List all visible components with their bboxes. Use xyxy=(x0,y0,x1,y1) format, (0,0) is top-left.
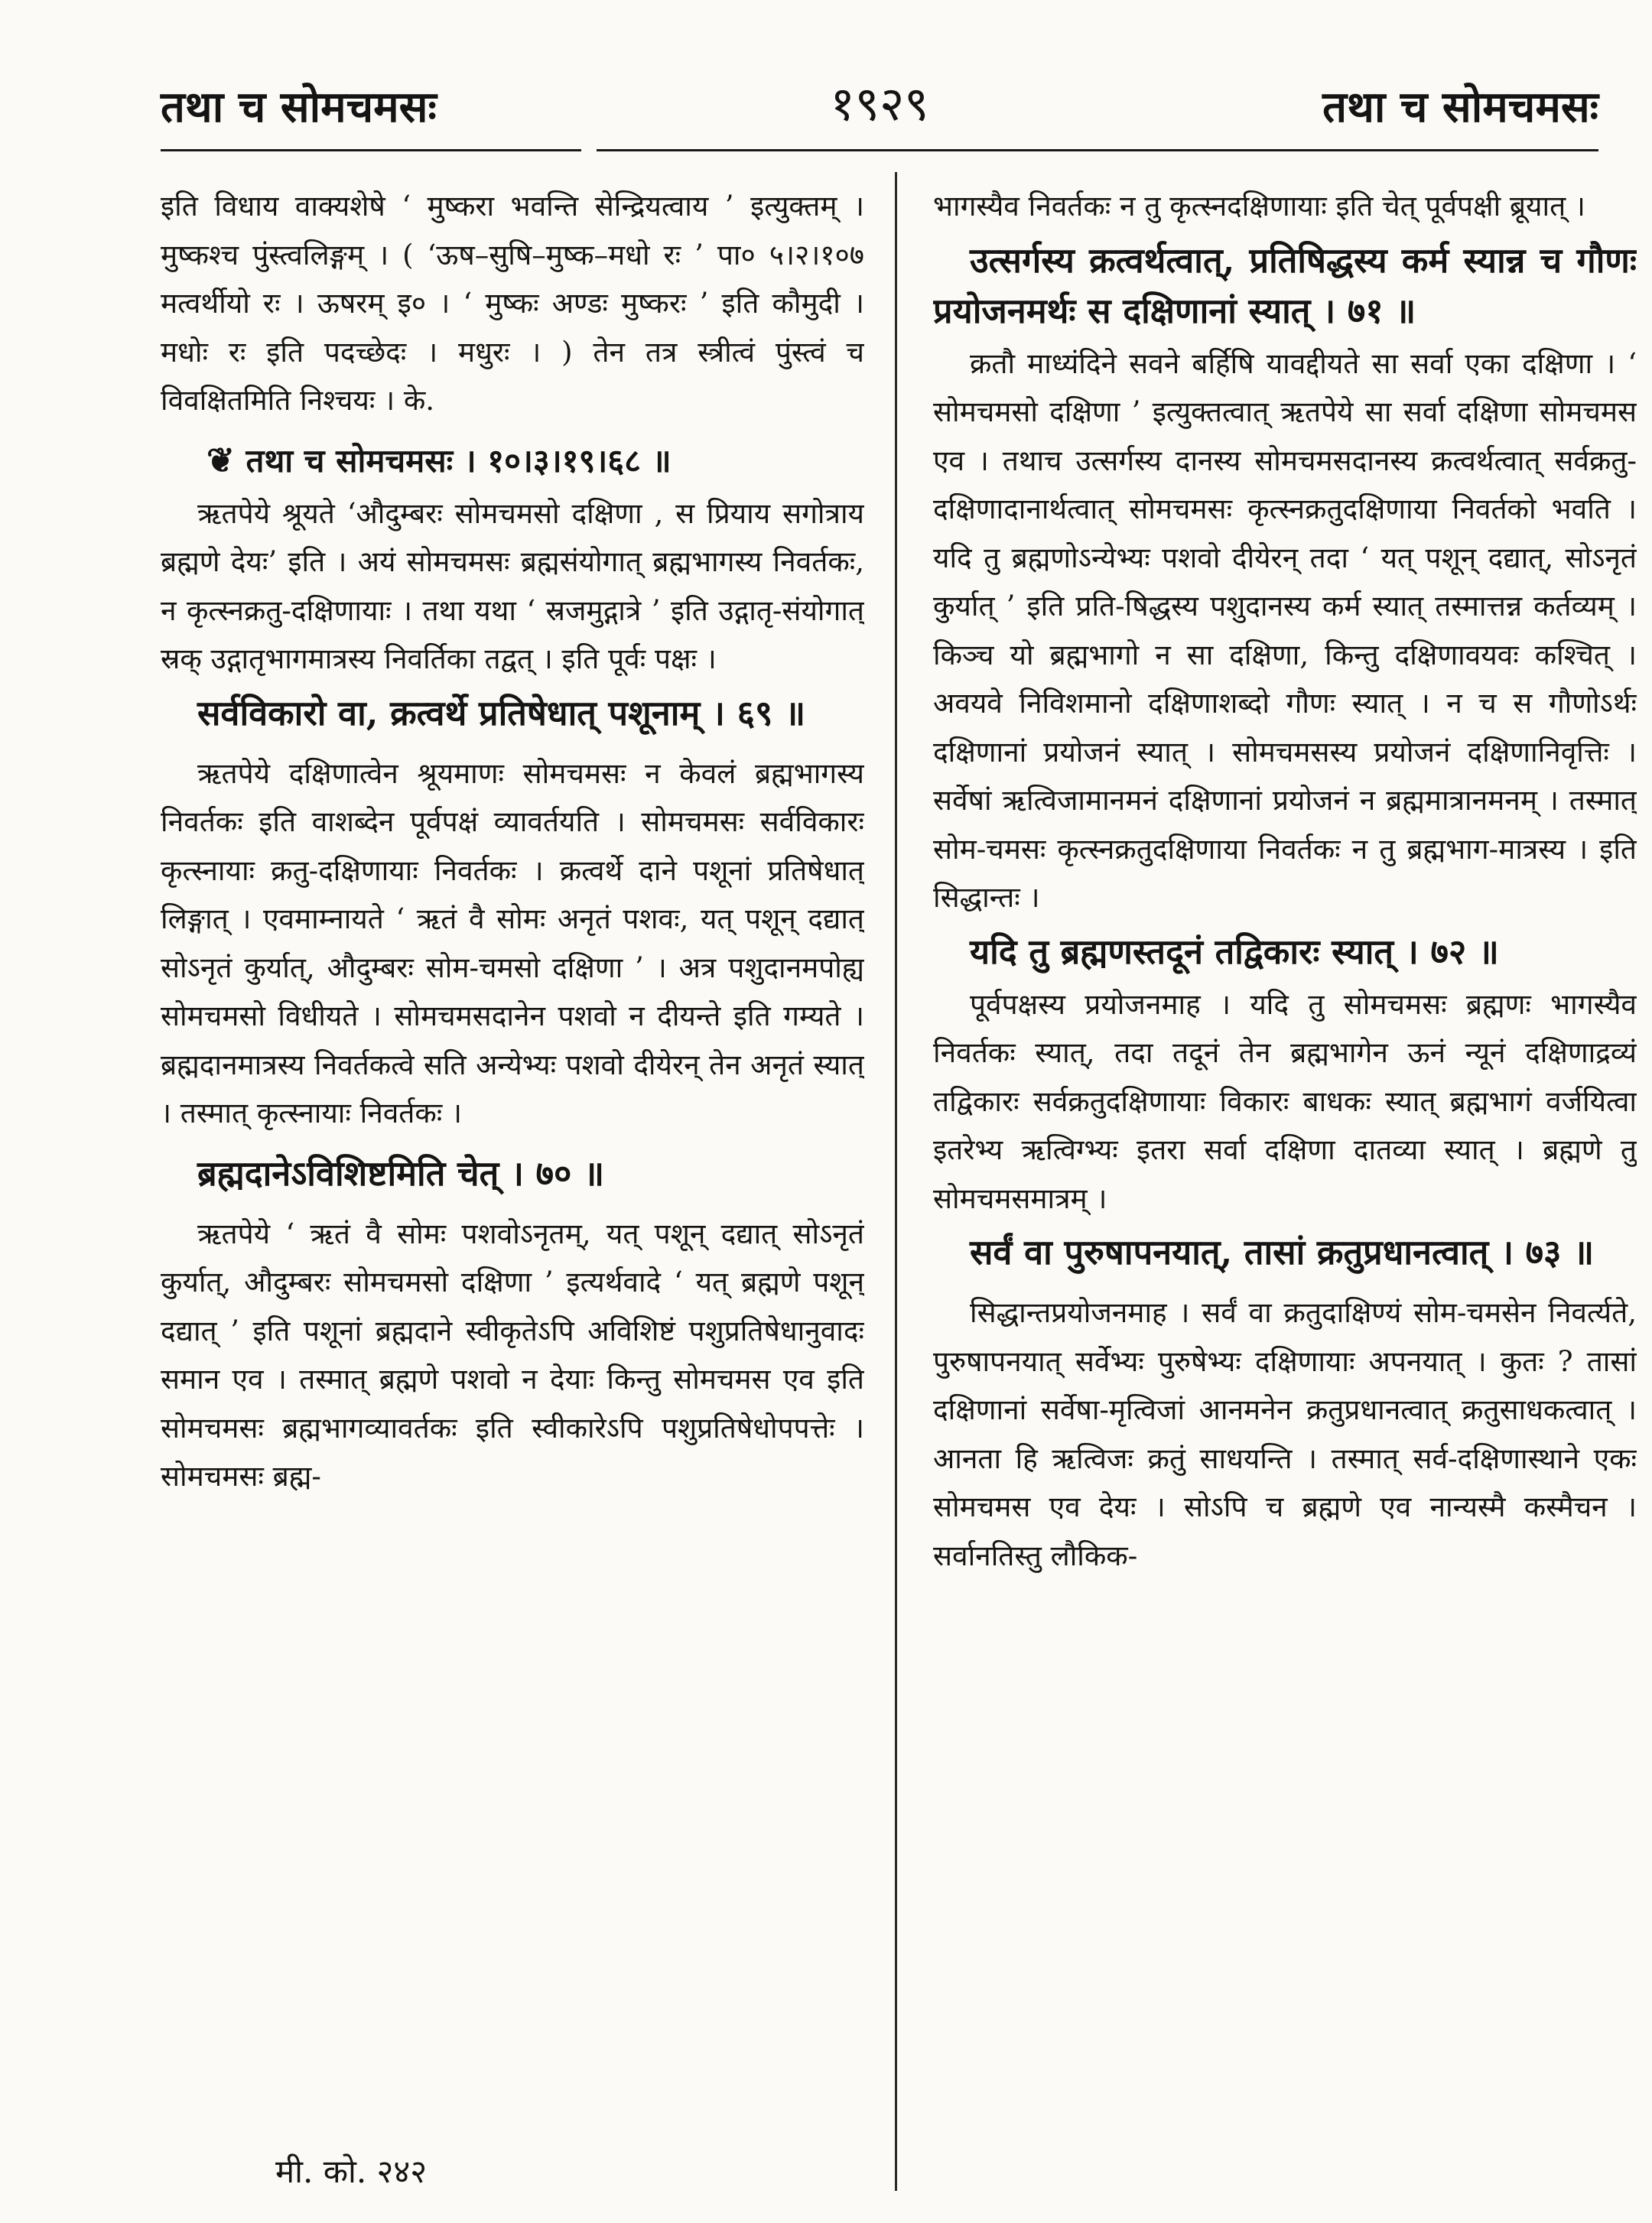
paragraph: ऋतपेये ‘ ऋतं वै सोमः पशवोऽनृतम्, यत् पशून् दद्यात् सोऽनृतं कुर्यात्, औदुम्बरः सोमचमसो दक्षिणा ’ इत्यर्थवादे ‘ यत् ब्रह्मणे पशून् दद्यात् ’ इति पशूनां ब्रह्मदाने स्वीकृतेऽपि अविशिष्टं पशुप्रतिषेधानुवादः समान एव । तस्मात् ब्रह्मणे पशवो न देयाः किन्तु सोमचमस एव इति सोमचमसः ब्रह्मभागव्यावर्तकः इति स्वीकारेऽपि पशुप्रतिषेधोपपत्तेः । सोमचमसः ब्रह्म- xyxy=(161,1217,864,1493)
paragraph: सिद्धान्तप्रयोजनमाह । सर्वं वा क्रतुदाक्षिण्यं सोम-चमसेन निवर्त्यते, पुरुषापनयात् सर्वेभ्यः पुरुषेभ्यः दक्षिणायाः अपनयात् । कुतः ? तासां दक्षिणानां सर्वेषा-मृत्विजां आनमनेन क्रतुप्रधानत्वात् क्रतुसाधकत्वात् । आनता हि ऋत्विजः क्रतुं साधयन्ति । तस्मात् सर्व-दक्षिणास्थाने एकः सोमचमस एव देयः । सोऽपि च ब्रह्मणे एव नान्यस्मै कस्मैचन । सर्वानतिस्तु लौकिक- xyxy=(933,1296,1637,1572)
paragraph: ऋतपेये श्रूयते ‘औदुम्बरः सोमचमसो दक्षिणा , स प्रियाय सगोत्राय ब्रह्मणे देयः’ इति । अयं सोमचमसः ब्रह्मसंयोगात् ब्रह्मभागस्य निवर्तकः, न कृत्स्नक्रतु-दक्षिणायाः । तथा यथा ‘ स्रजमुद्गात्रे ’ इति उद्गातृ-संयोगात् स्रक् उद्गातृभागमात्रस्य निवर्तिका तद्वत् । इति पूर्वः पक्षः । xyxy=(161,496,864,675)
left-column xyxy=(161,182,864,2151)
paragraph: इति विधाय वाक्यशेषे ‘ मुष्करा भवन्ति सेन्द्रियत्वाय ’ इत्युक्तम् । मुष्कश्च पुंस्त्वलिङ्गम् । ( ‘ऊष–सुषि–मुष्क–मधो रः ’ पा० ५।२।१०७ मत्वर्थीयो रः । ऊषरम् इ० । ‘ मुष्कः अण्डः मुष्करः ’ इति कौमुदी । मधोः रः इति पदच्छेदः । मधुरः । ) तेन तत्र स्त्रीत्वं पुंस्त्वं च विवक्षितमिति निश्चयः । के. xyxy=(161,190,864,417)
running-header xyxy=(161,76,1598,153)
sutra-69: सर्वविकारो वा, क्रत्वर्थे प्रतिषेधात् पशूनाम् । ६९ ॥ xyxy=(197,692,806,733)
header-right-title: तथा च सोमचमसः xyxy=(1322,82,1598,132)
sutra-72: यदि तु ब्रह्मणस्तदूनं तद्विकारः स्यात् । ७२ ॥ xyxy=(970,931,1499,972)
page-number: १९२९ xyxy=(830,76,929,132)
right-column xyxy=(933,182,1637,2151)
paragraph: क्रतौ माध्यंदिने सवने बर्हिषि यावद्दीयते सा सर्वा एका दक्षिणा । ‘ सोमचमसो दक्षिणा ’ इत्युक्तत्वात् ऋतपेये सा सर्वा दक्षिणा सोमचमस एव । तथाच उत्सर्गस्य दानस्य सोमचमसदानस्य क्रत्वर्थत्वात् सर्वक्रतु-दक्षिणादानार्थत्वात् सोमचमसः कृत्स्नक्रतुदक्षिणाया निवर्तको भवति । यदि तु ब्रह्मणोऽन्येभ्यः पशवो दीयेरन् तदा ‘ यत् पशून् दद्यात्, सोऽनृतं कुर्यात् ’ इति प्रति-षिद्धस्य पशुदानस्य कर्म स्यात् तस्मात्तन्न कर्तव्यम् । किञ्च यो ब्रह्मभागो न सा दक्षिणा, किन्तु दक्षिणावयवः कश्चित् । अवयवे निविशमानो दक्षिणाशब्दो गौणः स्यात् । न च स गौणोऽर्थः दक्षिणानां प्रयोजनं स्यात् । सोमचमसस्य प्रयोजनं दक्षिणानिवृत्तिः । सर्वेषां ऋत्विजामानमनं दक्षिणानां प्रयोजनं न ब्रह्ममात्रानमनम् । तस्मात् सोम-चमसः कृत्स्नक्रतुदक्षिणाया निवर्तकः न तु ब्रह्मभाग-मात्रस्य । इति सिद्धान्तः । xyxy=(933,346,1637,914)
footer-signature: मी. को. २४२ xyxy=(275,2153,428,2190)
header-rule-left xyxy=(161,149,581,151)
header-left-title: तथा च सोमचमसः xyxy=(161,82,437,132)
sutra-73: सर्वं वा पुरुषापनयात्, तासां क्रतुप्रधानत्वात् । ७३ ॥ xyxy=(970,1232,1595,1272)
fleuron-icon: ❦ xyxy=(206,440,235,480)
sutra-70: ब्रह्मदानेऽविशिष्टमिति चेत् । ७० ॥ xyxy=(197,1152,605,1194)
paragraph: ऋतपेये दक्षिणात्वेन श्रूयमाणः सोमचमसः न केवलं ब्रह्मभागस्य निवर्तकः इति वाशब्देन पूर्वपक्षं व्यावर्तयति । सोमचमसः सर्वविकारः कृत्स्नायाः क्रतु-दक्षिणायाः निवर्तकः । क्रत्वर्थे दाने पशूनां प्रतिषेधात् लिङ्गात् । एवमाम्नायते ‘ ऋतं वै सोमः अनृतं पशवः, यत् पशून् दद्यात् सोऽनृतं कुर्यात्, औदुम्बरः सोम-चमसो दक्षिणा ’ । अत्र पशुदानमपोह्य सोमचमसो विधीयते । सोमचमसदानेन पशवो न दीयन्ते इति गम्यते । ब्रह्मदानमात्रस्य निवर्तकत्वे सति अन्येभ्यः पशवो दीयेरन् तेन अनृतं स्यात् । तस्मात् कृत्स्नायाः निवर्तकः । xyxy=(161,756,864,1129)
column-divider xyxy=(895,172,897,2191)
adhikarana-title: तथा च सोमचमसः । १०।३।१९।६८ ॥ xyxy=(246,441,672,479)
sutra-71: उत्सर्गस्य क्रत्वर्थत्वात्, प्रतिषिद्धस्य कर्म स्यान्न च गौणः प्रयोजनमर्थः स दक्षिणानां स्यात् । ७१ ॥ xyxy=(933,239,1637,331)
adhikarana-heading xyxy=(161,433,864,489)
header-rule-right xyxy=(597,149,1598,151)
paragraph: भागस्यैव निवर्तकः न तु कृत्स्नदक्षिणायाः इति चेत् पूर्वपक्षी ब्रूयात् । xyxy=(933,190,1585,223)
paragraph: पूर्वपक्षस्य प्रयोजनमाह । यदि तु सोमचमसः ब्रह्मणः भागस्यैव निवर्तकः स्यात्, तदा तदूनं तेन ब्रह्मभागेन ऊनं न्यूनं दक्षिणाद्रव्यं तद्विकारः सर्वक्रतुदक्षिणायाः विकारः बाधकः स्यात् ब्रह्मभागं वर्जयित्वा इतरेभ्य ऋत्विग्भ्यः इतरा सर्वा दक्षिणा दातव्या स्यात् । ब्रह्मणे तु सोमचमसमात्रम् । xyxy=(933,987,1637,1215)
